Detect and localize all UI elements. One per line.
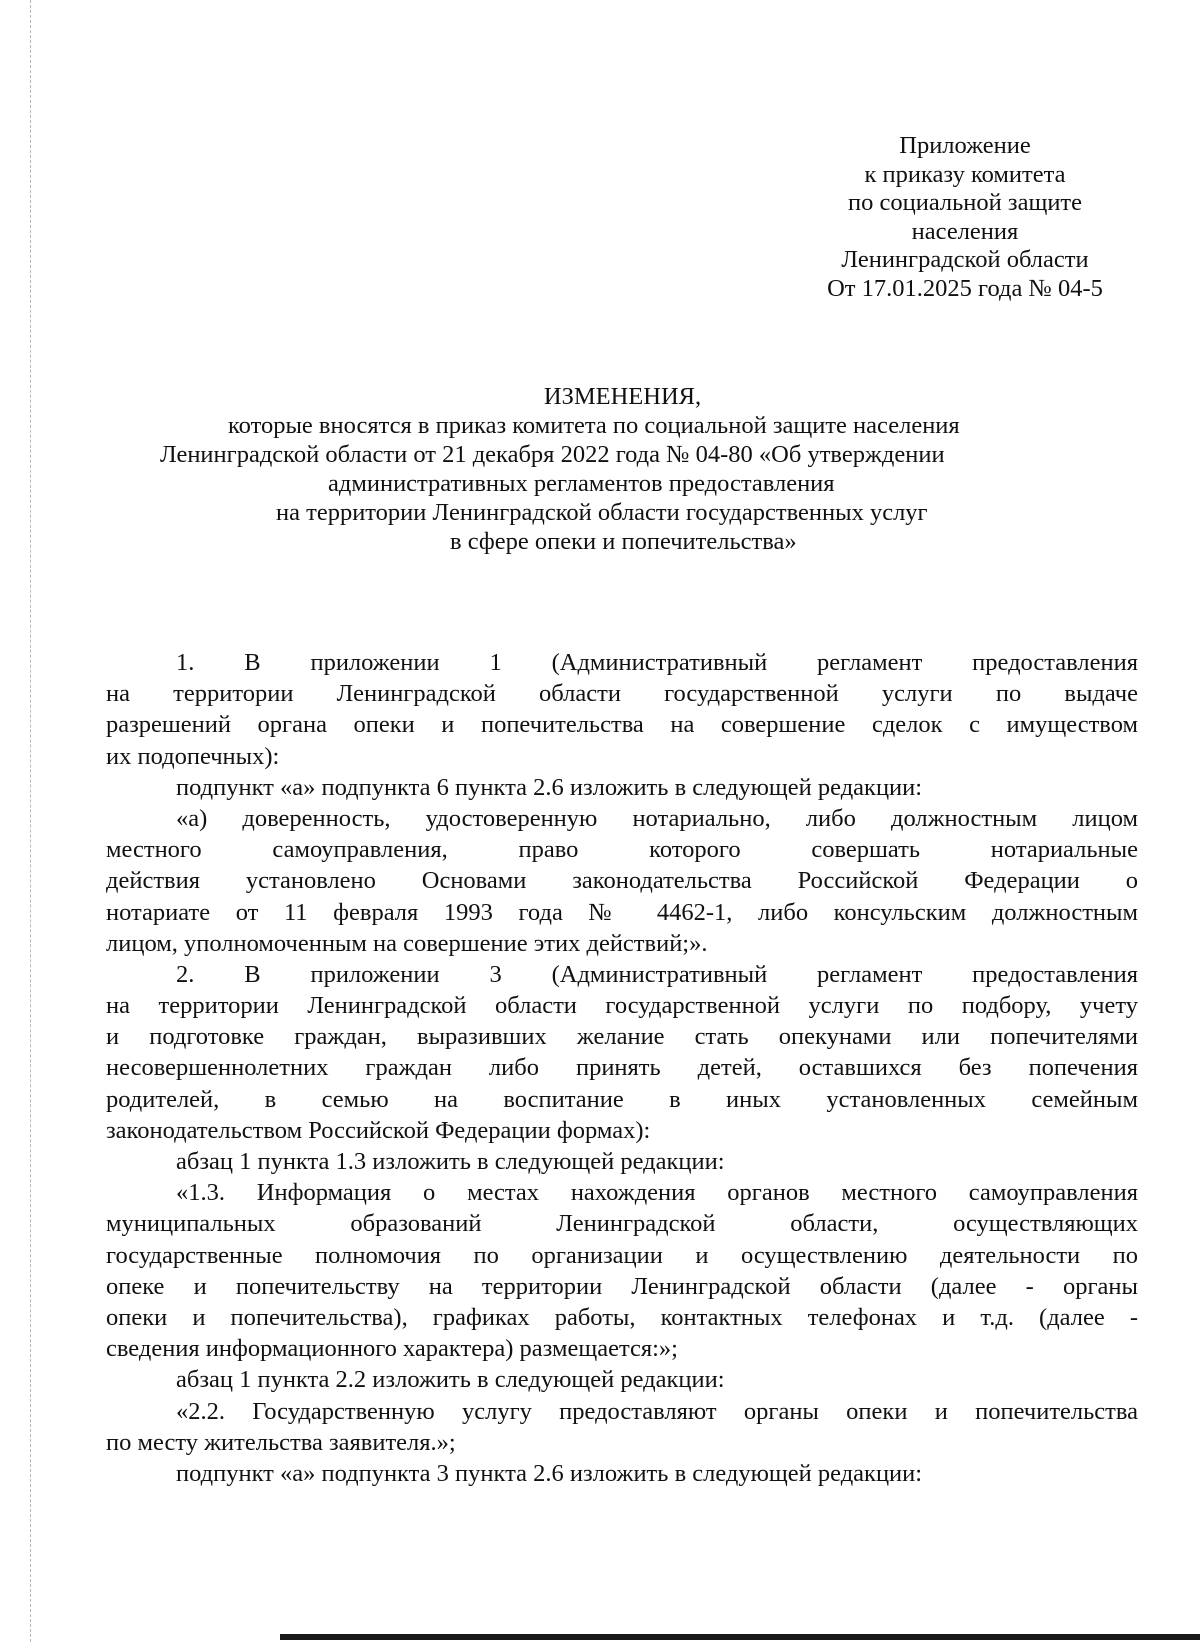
paragraph-line: на территории Ленинградской области государственной услуги по подбору, учету (106, 992, 1138, 1020)
scan-bottom-edge-artifact (280, 1634, 1200, 1640)
paragraph-line: абзац 1 пункта 2.2 изложить в следующей редакции: (176, 1366, 725, 1394)
paragraph-line: местного самоуправления, право которого совершать нотариальные (106, 836, 1138, 864)
paragraph-line: разрешений органа опеки и попечительства на совершение сделок с имуществом (106, 711, 1138, 739)
paragraph-line: «а) доверенность, удостоверенную нотариально, либо должностным лицом (176, 804, 1138, 832)
paragraph-line: родителей, в семью на воспитание в иных установленных семейным (106, 1085, 1138, 1113)
paragraph-line: 1. В приложении 1 (Административный регламент предоставления (176, 649, 1138, 676)
paragraph-line: 2. В приложении 3 (Административный регламент предоставления (176, 960, 1138, 988)
paragraph-line: и подготовке граждан, выразивших желание стать опекунами или попечителями (106, 1023, 1138, 1051)
appendix-line: Ленинградской области (841, 246, 1089, 273)
paragraph-line: опеки и попечительства), графиках работы, контактных телефонах и т.д. (далее - (106, 1303, 1138, 1331)
paragraph-line: законодательством Российской Федерации формах): (106, 1116, 651, 1144)
title-line: которые вносятся в приказ комитета по социальной защите населения (228, 412, 960, 439)
title-line: в сфере опеки и попечительства» (450, 528, 797, 555)
title-line: на территории Ленинградской области государственных услуг (276, 499, 928, 526)
document-body (106, 647, 1138, 1489)
scan-left-margin-artifact (30, 0, 31, 1642)
paragraph-line: сведения информационного характера) размещается:»; (106, 1335, 678, 1363)
title-line: Ленинградской области от 21 декабря 2022 года № 04-80 «Об утверждении (160, 441, 945, 468)
paragraph-line: опеке и попечительству на территории Ленинградской области (далее - органы (106, 1272, 1138, 1300)
paragraph-line: подпункт «а» подпункта 6 пункта 2.6 изложить в следующей редакции: (176, 773, 923, 801)
paragraph-line: «1.3. Информация о местах нахождения органов местного самоуправления (176, 1179, 1138, 1207)
title-line: административных регламентов предоставления (328, 470, 835, 497)
appendix-date-number: От 17.01.2025 года № 04-5 (827, 274, 1103, 302)
appendix-line: населения (911, 217, 1019, 245)
paragraph-line: муниципальных образований Ленинградской области, осуществляющих (106, 1210, 1138, 1238)
paragraph-line: лицом, уполномоченным на совершение этих действий;». (106, 929, 708, 957)
paragraph-line: нотариате от 11 февраля 1993 года № 4462-1, либо консульским должностным (106, 898, 1138, 926)
paragraph-line: подпункт «а» подпункта 3 пункта 2.6 изложить в следующей редакции: (176, 1459, 923, 1487)
paragraph-line: по месту жительства заявителя.»; (106, 1428, 456, 1456)
paragraph-line: несовершеннолетних граждан либо принять детей, оставшихся без попечения (106, 1054, 1138, 1082)
appendix-line: Приложение (899, 132, 1031, 159)
paragraph-line: «2.2. Государственную услугу предоставляют органы опеки и попечительства (176, 1397, 1138, 1425)
appendix-header (780, 132, 1150, 303)
paragraph-line: действия установлено Основами законодательства Российской Федерации о (106, 867, 1138, 895)
paragraph-line: на территории Ленинградской области государственной услуги по выдаче (106, 680, 1138, 708)
title-heading: ИЗМЕНЕНИЯ, (543, 383, 702, 410)
paragraph-line: государственные полномочия по организации и осуществлению деятельности по (106, 1241, 1138, 1269)
paragraph-line: их подопечных): (106, 742, 280, 770)
appendix-line: по социальной защите (847, 189, 1083, 216)
paragraph-line: абзац 1 пункта 1.3 изложить в следующей редакции: (176, 1148, 725, 1175)
appendix-line: к приказу комитета (864, 160, 1066, 188)
